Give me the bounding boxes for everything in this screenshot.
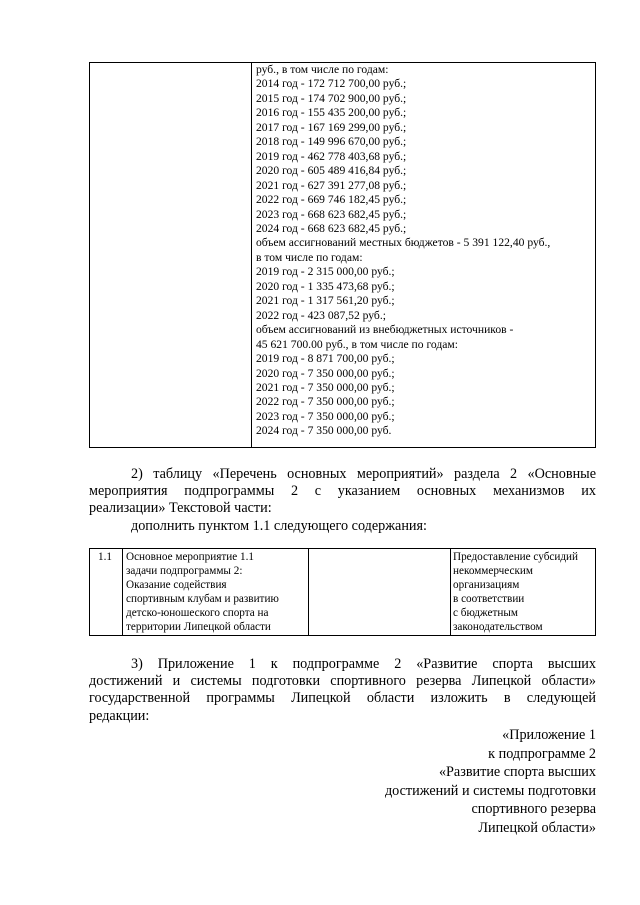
budget-line: 2022 год - 7 350 000,00 руб.;	[256, 395, 395, 409]
measure-number-cell	[98, 550, 112, 564]
budget-line: 2021 год - 627 391 277,08 руб.;	[256, 178, 407, 192]
budget-line: 2021 год - 1 317 561,20 руб.;	[256, 294, 395, 308]
budget-line: 2020 год - 1 335 473,68 руб.;	[256, 279, 395, 293]
table-column-divider	[122, 549, 123, 635]
paragraph-line: дополнить пунктом 1.1 следующего содержания:	[131, 518, 427, 534]
paragraph-line: государственной программы Липецкой области изложить в следующей	[89, 690, 596, 707]
budget-line: 2023 год - 668 623 682,45 руб.;	[256, 207, 407, 221]
budget-line: 2020 год - 605 489 416,84 руб.;	[256, 164, 407, 178]
budget-table	[89, 62, 596, 448]
description-line: Оказание содействия	[126, 579, 227, 592]
appendix-line: «Развитие спорта высших	[438, 764, 596, 781]
measures-table	[89, 548, 596, 636]
measure-number: 1.1	[98, 551, 112, 563]
budget-line: в том числе по годам:	[256, 250, 363, 264]
appendix-line: Липецкой области»	[478, 819, 596, 836]
paragraph-line: 3) Приложение 1 к подпрограмме 2 «Развитие спорта высших	[131, 656, 596, 672]
table-column-divider	[251, 63, 252, 447]
paragraph-2-supplement	[89, 518, 596, 535]
budget-line: 2016 год - 155 435 200,00 руб.;	[256, 106, 407, 120]
description-line: Основное мероприятие 1.1	[126, 551, 254, 563]
table-column-divider	[308, 549, 309, 635]
paragraph-line: достижений и системы подготовки спортивного резерва Липецкой области»	[89, 673, 596, 690]
measure-mechanism-cell	[453, 550, 578, 635]
budget-line: объем ассигнований местных бюджетов - 5 391 122,40 руб.,	[256, 236, 551, 250]
mechanism-line: в соответствии	[453, 593, 525, 606]
budget-line: 2018 год - 149 996 670,00 руб.;	[256, 135, 407, 149]
budget-line: 2020 год - 7 350 000,00 руб.;	[256, 366, 395, 380]
budget-line: 2019 год - 462 778 403,68 руб.;	[256, 149, 407, 163]
budget-line: 2024 год - 668 623 682,45 руб.;	[256, 221, 407, 235]
budget-line: 2022 год - 423 087,52 руб.;	[256, 308, 386, 322]
description-line: детско-юношеского спорта на	[126, 607, 269, 620]
budget-line: 2019 год - 8 871 700,00 руб.;	[256, 352, 395, 366]
mechanism-line: организациям	[453, 579, 520, 592]
budget-line: 2019 год - 2 315 000,00 руб.;	[256, 265, 395, 279]
budget-line: 2024 год - 7 350 000,00 руб.	[256, 424, 392, 438]
description-line: территории Липецкой области	[126, 621, 271, 634]
budget-line: 2014 год - 172 712 700,00 руб.;	[256, 77, 407, 91]
budget-line: 45 621 700.00 руб., в том числе по годам:	[256, 337, 458, 351]
measure-description-cell	[126, 550, 279, 635]
paragraph-3	[89, 656, 596, 725]
paragraph-line: мероприятия подпрограммы 2 с указанием основных механизмов их	[89, 483, 596, 500]
appendix-line: достижений и системы подготовки	[384, 782, 596, 799]
budget-line: 2022 год - 669 746 182,45 руб.;	[256, 193, 407, 207]
mechanism-line: Предоставление субсидий	[453, 551, 579, 563]
paragraph-line: редакции:	[89, 707, 150, 724]
budget-line: 2017 год - 167 169 299,00 руб.;	[256, 120, 407, 134]
appendix-line: спортивного резерва	[471, 801, 596, 818]
paragraph-line: реализации» Текстовой части:	[89, 500, 272, 517]
appendix-line: к подпрограмме 2	[488, 745, 596, 762]
mechanism-line: законодательством	[453, 621, 543, 634]
table-column-divider	[450, 549, 451, 635]
budget-details-cell	[256, 63, 593, 439]
mechanism-line: с бюджетным	[453, 607, 518, 620]
mechanism-line: некоммерческим	[453, 565, 533, 578]
description-line: задачи подпрограммы 2:	[126, 565, 243, 578]
budget-line: объем ассигнований из внебюджетных источников -	[256, 323, 514, 337]
appendix-line: «Приложение 1	[502, 727, 596, 743]
budget-line: руб., в том числе по годам:	[256, 63, 389, 76]
appendix-header	[385, 726, 596, 838]
description-line: спортивным клубам и развитию	[126, 593, 279, 606]
budget-line: 2023 год - 7 350 000,00 руб.;	[256, 409, 395, 423]
paragraph-2	[89, 466, 596, 518]
budget-line: 2021 год - 7 350 000,00 руб.;	[256, 380, 395, 394]
budget-line: 2015 год - 174 702 900,00 руб.;	[256, 91, 407, 105]
paragraph-line: 2) таблицу «Перечень основных мероприятий» раздела 2 «Основные	[131, 466, 596, 482]
